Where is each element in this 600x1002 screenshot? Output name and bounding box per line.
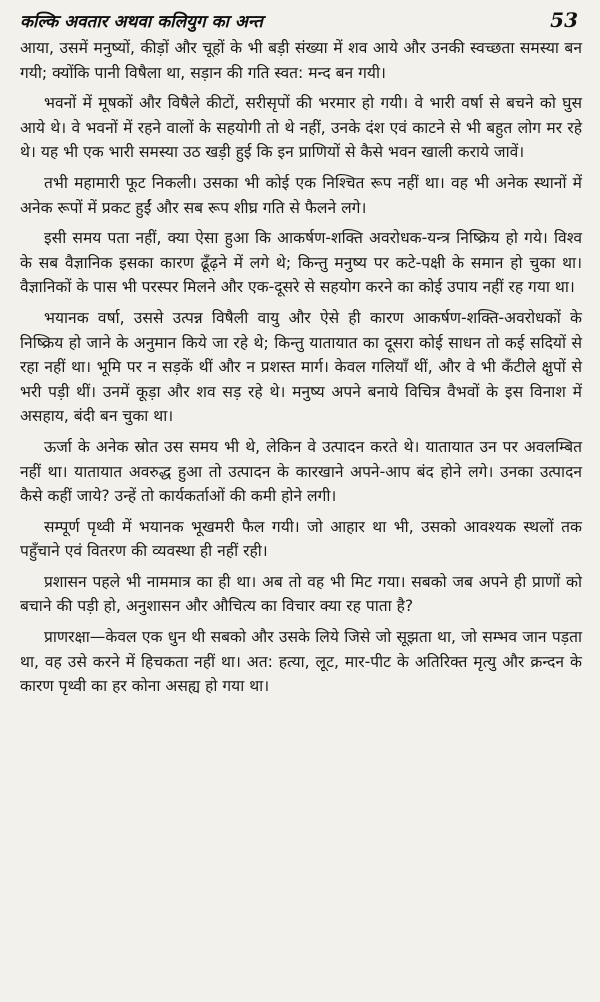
paragraph: भयानक वर्षा, उससे उत्पन्न विषैली वायु और ऐसे ही कारण आकर्षण-शक्ति-अवरोधकों के निष्क्रिय हो जाने के अनुमान किये जा रहे थे; किन्तु यातायात का दूसरा कोई साधन तो कई सदियों से रहा नहीं था। भूमि पर न सड़कें थीं और न प्रशस्त मार्ग। केवल गलियाँ थीं, और वे भी कँटीले क्षुपों से भरी पड़ी थीं। उनमें कूड़ा और शव सड़ रहे थे। मनुष्य अपने बनाये विचित्र वैभवों के इस विनाश में असहाय, बंदी बन चुका था। <box>20 308 582 426</box>
page-number: 53 <box>550 8 578 32</box>
paragraph: भवनों में मूषकों और विषैले कीटों, सरीसृपों की भरमार हो गयी। वे भारी वर्षा से बचने को घुस आये थे। वे भवनों में रहने वालों के सहयोगी तो थे नहीं, उनके दंश एवं काटने से भी बहुत लोग मर रहे थे। यह भी एक भारी समस्या उठ खड़ी हुई कि इन प्राणियों से कैसे भवन खाली कराये जावें। <box>20 94 582 162</box>
running-title: कल्कि अवतार अथवा कलियुग का अन्त <box>20 12 263 32</box>
paragraph: इसी समय पता नहीं, क्या ऐसा हुआ कि आकर्षण-शक्ति अवरोधक-यन्त्र निष्क्रिय हो गये। विश्व के सब वैज्ञानिक इसका कारण ढूँढ़ने में लगे थे; किन्तु मनुष्य पर कटे-पक्षी के समान हो चुका था। वैज्ञानिकों के पास भी परस्पर मिलने और एक-दूसरे से सहयोग करने का कोई उपाय नहीं रह गया था। <box>20 229 582 297</box>
paragraph: तभी महामारी फूट निकली। उसका भी कोई एक निश्चित रूप नहीं था। वह भी अनेक स्थानों में अनेक रूपों में प्रकट हुईं और सब रूप शीघ्र गति से फैलने लगे। <box>20 173 582 217</box>
paragraph: प्रशासन पहले भी नाममात्र का ही था। अब तो वह भी मिट गया। सबको जब अपने ही प्राणों को बचाने की पड़ी हो, अनुशासन और औचित्य का विचार क्या रह पाता है? <box>20 572 582 616</box>
page-header <box>20 8 582 36</box>
page-body <box>20 36 582 699</box>
paragraph-continuation: आया, उसमें मनुष्यों, कीड़ों और चूहों के भी बड़ी संख्या में शव आये और उनकी स्वच्छता समस्या बन गयी; क्योंकि पानी विषैला था, सड़ान की गति स्वत: मन्द बन गयी। <box>20 39 582 82</box>
paragraph: ऊर्जा के अनेक स्रोत उस समय भी थे, लेकिन वे उत्पादन करते थे। यातायात उन पर अवलम्बित नहीं था। यातायात अवरुद्ध हुआ तो उत्पादन के कारखाने अपने-आप बंद होने लगे। उनका उत्पादन कैसे कहीं जाये? उन्हें तो कार्यकर्ताओं की कमी होने लगी। <box>20 437 582 506</box>
paragraph: सम्पूर्ण पृथ्वी में भयानक भूखमरी फैल गयी। जो आहार था भी, उसको आवश्यक स्थलों तक पहुँचाने एवं वितरण की व्यवस्था ही नहीं रही। <box>20 517 582 561</box>
paragraph: प्राणरक्षा—केवल एक धुन थी सबको और उसके लिये जिसे जो सूझता था, जो सम्भव जान पड़ता था, वह उसे करने में हिचकता नहीं था। अत: हत्या, लूट, मार-पीट के अतिरिक्त मृत्यु और क्रन्दन के कारण पृथ्वी का हर कोना असह्य हो गया था। <box>20 628 582 696</box>
